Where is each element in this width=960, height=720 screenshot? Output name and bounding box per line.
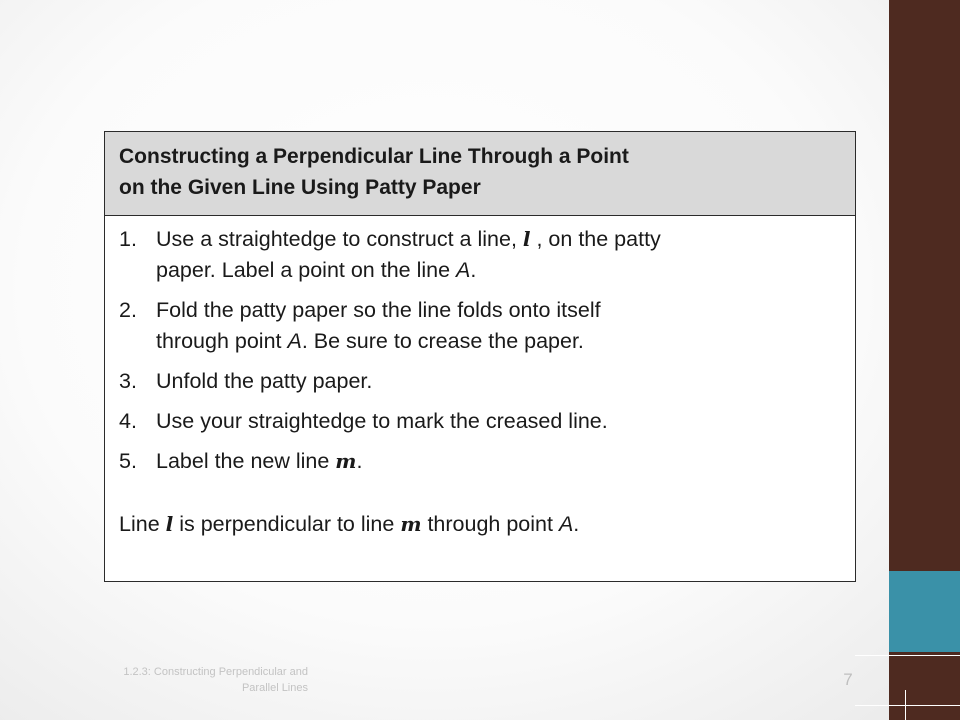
- conclusion-part: Line: [119, 512, 166, 536]
- page-number: 7: [843, 670, 853, 689]
- step-3: [119, 366, 841, 397]
- step-number: 4.: [119, 409, 137, 433]
- step-number: 2.: [119, 298, 137, 322]
- step-text: [156, 224, 841, 286]
- instruction-box: [104, 131, 856, 582]
- conclusion-part: through point: [421, 512, 559, 536]
- step-number: 1.: [119, 227, 137, 251]
- line-variable: l: [165, 512, 174, 536]
- step-text-part: Fold the patty paper so the line folds onto itself: [156, 298, 601, 322]
- point-variable: A: [456, 258, 471, 282]
- step-text-part: .: [356, 449, 363, 473]
- step-number: 5.: [119, 449, 137, 473]
- step-number: 3.: [119, 369, 137, 393]
- step-2: [119, 295, 841, 357]
- sidebar-accent-block: [889, 571, 960, 652]
- footer-title-line1: 1.2.3: Constructing Perpendicular and: [123, 666, 308, 678]
- line-variable: m: [400, 512, 422, 536]
- conclusion-part: .: [573, 512, 580, 536]
- footer-divider-bottom: [855, 705, 960, 706]
- instruction-title-line2: on the Given Line Using Patty Paper: [119, 176, 481, 199]
- step-text-part: .: [470, 258, 477, 282]
- footer-lesson-title: [40, 664, 308, 696]
- step-text: Use your straightedge to mark the creased line.: [156, 409, 608, 433]
- footer-divider-vertical: [905, 690, 906, 720]
- instruction-body: [105, 216, 855, 540]
- point-variable: A: [558, 512, 574, 536]
- point-variable: A: [287, 329, 302, 353]
- conclusion-statement: [119, 509, 841, 540]
- step-text: [156, 295, 841, 357]
- step-text-part: . Be sure to crease the paper.: [301, 329, 584, 353]
- step-text-part: through point: [156, 329, 288, 353]
- line-variable: l: [522, 227, 531, 251]
- step-4: [119, 406, 841, 437]
- step-text: Unfold the patty paper.: [156, 369, 373, 393]
- step-text-part: Label the new line: [156, 449, 336, 473]
- step-text-part: , on the patty: [530, 227, 661, 251]
- footer-divider-top: [855, 655, 960, 656]
- step-text-part: paper. Label a point on the line: [156, 258, 457, 282]
- step-5: [119, 446, 841, 477]
- instruction-title-line1: Constructing a Perpendicular Line Through a Point: [119, 145, 629, 168]
- step-text-part: Use a straightedge to construct a line,: [156, 227, 523, 251]
- step-1: [119, 224, 841, 286]
- instruction-title: [105, 132, 855, 216]
- line-variable: m: [335, 449, 357, 473]
- step-text: [156, 446, 841, 477]
- conclusion-part: is perpendicular to line: [173, 512, 401, 536]
- footer-title-line2: Parallel Lines: [241, 682, 308, 694]
